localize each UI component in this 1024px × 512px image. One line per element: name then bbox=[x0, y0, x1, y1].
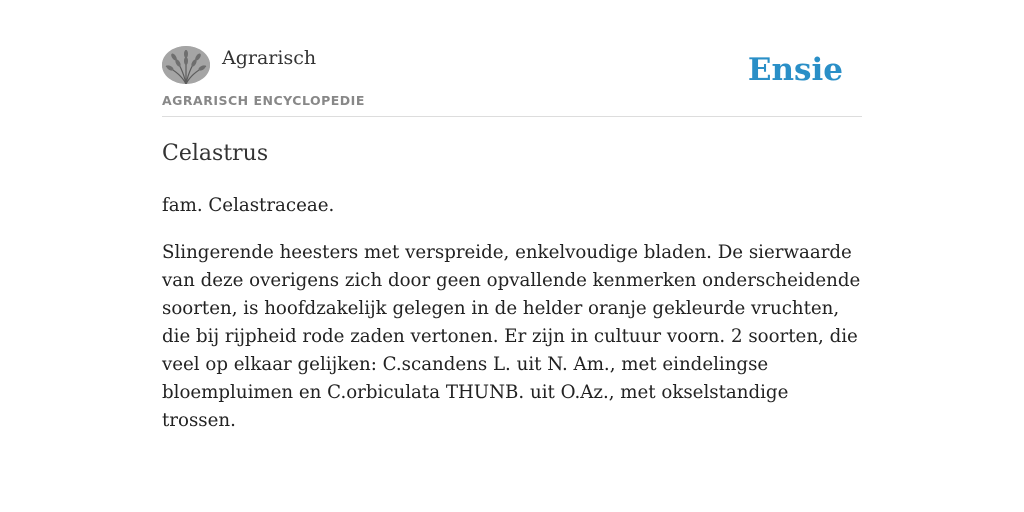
article-paragraph: Slingerende heesters met verspreide, enkelvoudige bladen. De sierwaarde van deze overigens zich door geen opvallende kenmerken onderscheidende soorten, is hoofdzakelijk gelegen in de helder oranje gekleurde vruchten, die bij rijpheid rode zaden vertonen. Er zijn in cultuur voorn. 2 soorten, die veel op elkaar gelijken: C.scandens L. uit N. Am., met eindelingse bloempluimen en C.orbiculata THUNB. uit O.Az., met okselstandige trossen. bbox=[162, 242, 861, 431]
wheat-logo-icon[interactable] bbox=[162, 46, 210, 84]
article bbox=[162, 138, 864, 435]
brand-logo-link[interactable]: Ensie bbox=[747, 52, 843, 88]
article-title: Celastrus bbox=[162, 141, 269, 166]
site-name-link[interactable]: Agrarisch bbox=[222, 47, 317, 69]
article-paragraph: fam. Celastraceae. bbox=[162, 195, 335, 216]
site-subtitle: AGRARISCH ENCYCLOPEDIE bbox=[162, 93, 365, 108]
header bbox=[162, 44, 862, 117]
